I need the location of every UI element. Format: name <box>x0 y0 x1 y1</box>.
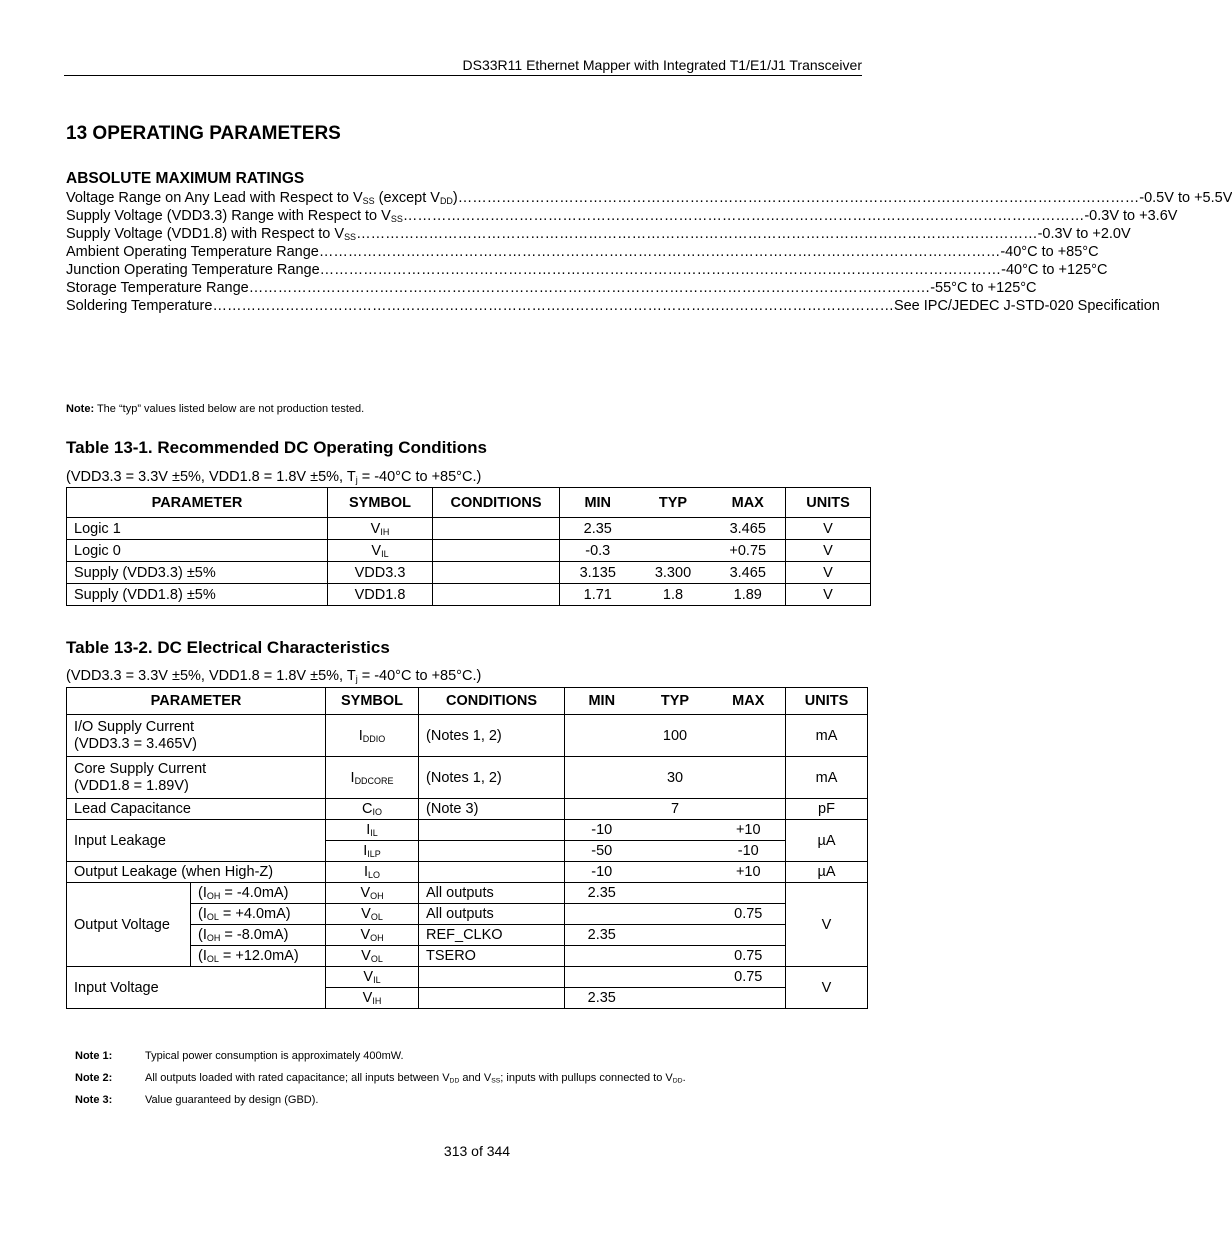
table-row <box>67 967 868 988</box>
cell-typ <box>639 883 712 904</box>
cell-typ: 100 <box>639 715 712 757</box>
table2-conditions: (VDD3.3 = 3.3V ±5%, VDD1.8 = 1.8V ±5%, $T_j = -40^\circ C$ to +85°C.) <box>66 668 482 685</box>
rating-label: Ambient Operating Temperature Range <box>66 244 319 260</box>
rating-value: -0.5V to +5.5V <box>1139 190 1232 206</box>
leader-dots: …………………………………………………………………………………………………………………………… <box>319 262 1002 278</box>
note-label: Note 2: <box>75 1072 113 1084</box>
table2-caption: Table 13-2. DC Electrical Characteristics <box>66 638 390 657</box>
cell-min: 2.35 <box>565 883 639 904</box>
note-text: Typical power consumption is approximately 400mW. <box>145 1050 404 1062</box>
table2 <box>66 687 868 1009</box>
col-header: SYMBOL <box>328 488 433 518</box>
col-header: SYMBOL <box>326 688 419 715</box>
cell-min: -0.3 <box>560 540 636 562</box>
cell-typ <box>639 862 712 883</box>
cell-min <box>565 946 639 967</box>
col-header: MAX <box>712 688 786 715</box>
cell-min <box>565 904 639 925</box>
table-row <box>67 518 871 540</box>
cell-symbol: $I_{IL}$ <box>326 820 419 841</box>
cell-typ: 30 <box>639 757 712 799</box>
cell-typ <box>639 988 712 1009</box>
rating-label: Supply Voltage (VDD1.8) with Respect to $V_{SS}$ <box>66 226 357 243</box>
cell-max <box>712 925 786 946</box>
cell-symbol: $I_{DDCORE}$ <box>326 757 419 799</box>
cell-symbol: $V_{IH}$ <box>326 988 419 1009</box>
note-item <box>75 1070 686 1092</box>
cell-symbol: $I_{LO}$ <box>326 862 419 883</box>
cell-symbol: $C_{IO}$ <box>326 799 419 820</box>
cell-units: mA <box>786 757 868 799</box>
cell-conditions: (Notes 1, 2) <box>419 757 565 799</box>
rating-label: Storage Temperature Range <box>66 280 249 296</box>
col-header: MIN <box>560 488 636 518</box>
rating-label: Soldering Temperature <box>66 298 213 314</box>
cell-typ: 3.300 <box>636 562 711 584</box>
cell-parameter: Supply (VDD3.3) ±5% <box>67 562 328 584</box>
leader-dots: …………………………………………………………………………………………………………………………… <box>402 208 1085 224</box>
table-row <box>67 562 871 584</box>
cell-parameter: Input Leakage <box>67 820 326 862</box>
table-row <box>67 820 868 841</box>
cell-max <box>712 757 786 799</box>
cell-units: V <box>786 562 871 584</box>
cell-typ <box>639 967 712 988</box>
cell-units: V <box>786 883 868 967</box>
section-heading: 13 OPERATING PARAMETERS <box>66 123 341 144</box>
cell-min <box>565 715 639 757</box>
cell-max: +10 <box>712 862 786 883</box>
cell-max <box>712 883 786 904</box>
leader-dots: …………………………………………………………………………………………………………………………… <box>318 244 1001 260</box>
cell-typ: 1.8 <box>636 584 711 606</box>
note-label: Note 3: <box>75 1094 113 1106</box>
col-header: PARAMETER <box>67 488 328 518</box>
cell-units: µA <box>786 862 868 883</box>
table-row <box>67 862 868 883</box>
col-header: UNITS <box>786 488 871 518</box>
table-row <box>67 883 868 904</box>
table1-caption: Table 13-1. Recommended DC Operating Conditions <box>66 438 487 457</box>
table-row <box>67 799 868 820</box>
cell-min: 3.135 <box>560 562 636 584</box>
table-row <box>67 757 868 799</box>
cell-symbol: $V_{IL}$ <box>328 540 433 562</box>
cell-conditions: TSERO <box>419 946 565 967</box>
cell-units: V <box>786 540 871 562</box>
col-header: CONDITIONS <box>433 488 560 518</box>
note-text: All outputs loaded with rated capacitance; all inputs between $V_{DD}$ and $V_{SS}$; inputs with pullups connected to $V_{DD}$. <box>145 1072 686 1085</box>
table-row <box>67 715 868 757</box>
cell-units: µA <box>786 820 868 862</box>
cell-symbol: $V_{OL}$ <box>326 904 419 925</box>
cell-symbol: VDD3.3 <box>328 562 433 584</box>
cell-min <box>565 967 639 988</box>
cell-typ <box>636 540 711 562</box>
cell-units: mA <box>786 715 868 757</box>
cell-symbol: $I_{DDIO}$ <box>326 715 419 757</box>
cell-min: -50 <box>565 841 639 862</box>
cell-parameter: Core Supply Current (VDD1.8 = 1.89V) <box>67 757 326 799</box>
cell-min: -10 <box>565 862 639 883</box>
cell-symbol: VDD1.8 <box>328 584 433 606</box>
cell-conditions: (Notes 1, 2) <box>419 715 565 757</box>
rating-row <box>66 189 1232 207</box>
cell-min <box>565 799 639 820</box>
leader-dots: …………………………………………………………………………………………………………………………… <box>356 226 1038 242</box>
cell-max: 1.89 <box>711 584 786 606</box>
cell-typ: 7 <box>639 799 712 820</box>
cell-units: V <box>786 967 868 1009</box>
cell-max: +0.75 <box>711 540 786 562</box>
rating-row <box>66 225 1131 243</box>
cell-max <box>712 715 786 757</box>
note-text: Value guaranteed by design (GBD). <box>145 1094 319 1106</box>
cell-symbol: $V_{OH}$ <box>326 883 419 904</box>
cell-parameter: Logic 1 <box>67 518 328 540</box>
rating-label: Junction Operating Temperature Range <box>66 262 320 278</box>
cell-min: -10 <box>565 820 639 841</box>
cell-max: +10 <box>712 820 786 841</box>
col-header: PARAMETER <box>67 688 326 715</box>
rating-value: -55°C to +125°C <box>930 280 1037 296</box>
cell-typ <box>636 518 711 540</box>
leader-dots: …………………………………………………………………………………………………………………………… <box>212 298 894 314</box>
cell-conditions <box>419 820 565 841</box>
table-header-row <box>67 488 871 518</box>
cell-conditions <box>433 518 560 540</box>
rating-label: Supply Voltage (VDD3.3) Range with Respect to $V_{SS}$ <box>66 208 403 225</box>
cell-typ <box>639 925 712 946</box>
cell-min: 2.35 <box>560 518 636 540</box>
cell-parameter: Lead Capacitance <box>67 799 326 820</box>
col-header: TYP <box>636 488 711 518</box>
rating-value: -40°C to +85°C <box>1000 244 1099 260</box>
page-header: DS33R11 Ethernet Mapper with Integrated T1/E1/J1 Transceiver <box>462 57 862 73</box>
note-label: Note 1: <box>75 1050 113 1062</box>
col-header: CONDITIONS <box>419 688 565 715</box>
cell-conditions <box>419 988 565 1009</box>
table-row <box>67 584 871 606</box>
cell-conditions <box>433 562 560 584</box>
cell-parameter: I/O Supply Current (VDD3.3 = 3.465V) <box>67 715 326 757</box>
cell-units: pF <box>786 799 868 820</box>
cell-max: 0.75 <box>712 946 786 967</box>
rating-value: -0.3V to +3.6V <box>1084 208 1178 224</box>
cell-symbol: $V_{OH}$ <box>326 925 419 946</box>
cell-typ <box>639 820 712 841</box>
cell-max: 3.465 <box>711 562 786 584</box>
table-notes <box>75 1048 686 1114</box>
cell-conditions: REF_CLKO <box>419 925 565 946</box>
cell-typ <box>639 904 712 925</box>
leader-dots: …………………………………………………………………………………………………………………………… <box>248 280 931 296</box>
rating-value: -40°C to +125°C <box>1001 262 1108 278</box>
cell-typ <box>639 946 712 967</box>
cell-sub-condition: $(I_{OL} = +4.0mA)$ <box>191 904 326 925</box>
subsection-heading: ABSOLUTE MAXIMUM RATINGS <box>66 170 305 187</box>
cell-min: 1.71 <box>560 584 636 606</box>
rating-row <box>66 261 1108 279</box>
table-header-row <box>67 688 868 715</box>
cell-conditions: (Note 3) <box>419 799 565 820</box>
rating-value: -0.3V to +2.0V <box>1037 226 1131 242</box>
cell-conditions: All outputs <box>419 904 565 925</box>
col-header: MIN <box>565 688 639 715</box>
cell-min: 2.35 <box>565 988 639 1009</box>
page-number: 313 of 344 <box>443 1143 511 1159</box>
note-item <box>75 1048 686 1070</box>
rating-row <box>66 279 1037 297</box>
cell-symbol: $I_{ILP}$ <box>326 841 419 862</box>
note-item <box>75 1092 686 1114</box>
cell-max <box>712 988 786 1009</box>
cell-units: V <box>786 584 871 606</box>
cell-sub-condition: $(I_{OL} = +12.0mA)$ <box>191 946 326 967</box>
header-rule <box>64 75 862 76</box>
cell-symbol: $V_{IH}$ <box>328 518 433 540</box>
cell-parameter: Input Voltage <box>67 967 326 1009</box>
col-header: MAX <box>711 488 786 518</box>
cell-parameter: Supply (VDD1.8) ±5% <box>67 584 328 606</box>
cell-typ <box>639 841 712 862</box>
cell-conditions: All outputs <box>419 883 565 904</box>
cell-max: 3.465 <box>711 518 786 540</box>
cell-parameter: Output Leakage (when High-Z) <box>67 862 326 883</box>
cell-conditions <box>433 540 560 562</box>
cell-max: -10 <box>712 841 786 862</box>
col-header: TYP <box>639 688 712 715</box>
cell-max: 0.75 <box>712 904 786 925</box>
cell-symbol: $V_{OL}$ <box>326 946 419 967</box>
cell-conditions <box>419 862 565 883</box>
cell-min: 2.35 <box>565 925 639 946</box>
cell-conditions <box>433 584 560 606</box>
cell-parameter: Output Voltage <box>67 883 191 967</box>
rating-label: Voltage Range on Any Lead with Respect to $V_{SS}$ (except $V_{DD}$) <box>66 190 458 207</box>
rating-row <box>66 243 1099 261</box>
cell-sub-condition: $(I_{OH} = -8.0mA)$ <box>191 925 326 946</box>
cell-conditions <box>419 967 565 988</box>
table-row <box>67 540 871 562</box>
rating-row <box>66 297 1160 315</box>
cell-sub-condition: $(I_{OH} = -4.0mA)$ <box>191 883 326 904</box>
cell-parameter: Logic 0 <box>67 540 328 562</box>
cell-max: 0.75 <box>712 967 786 988</box>
cell-symbol: $V_{IL}$ <box>326 967 419 988</box>
cell-min <box>565 757 639 799</box>
col-header: UNITS <box>786 688 868 715</box>
cell-conditions <box>419 841 565 862</box>
cell-units: V <box>786 518 871 540</box>
rating-row <box>66 207 1178 225</box>
cell-max <box>712 799 786 820</box>
absolute-max-ratings <box>66 189 1232 315</box>
leader-dots: …………………………………………………………………………………………………………………………… <box>457 190 1140 206</box>
typ-note: Note: The “typ” values listed below are not production tested. <box>66 403 365 415</box>
table1-conditions: (VDD3.3 = 3.3V ±5%, VDD1.8 = 1.8V ±5%, $T_j = -40^\circ C$ to +85°C.) <box>66 469 482 486</box>
table1 <box>66 487 871 606</box>
rating-value: See IPC/JEDEC J-STD-020 Specification <box>893 298 1160 314</box>
